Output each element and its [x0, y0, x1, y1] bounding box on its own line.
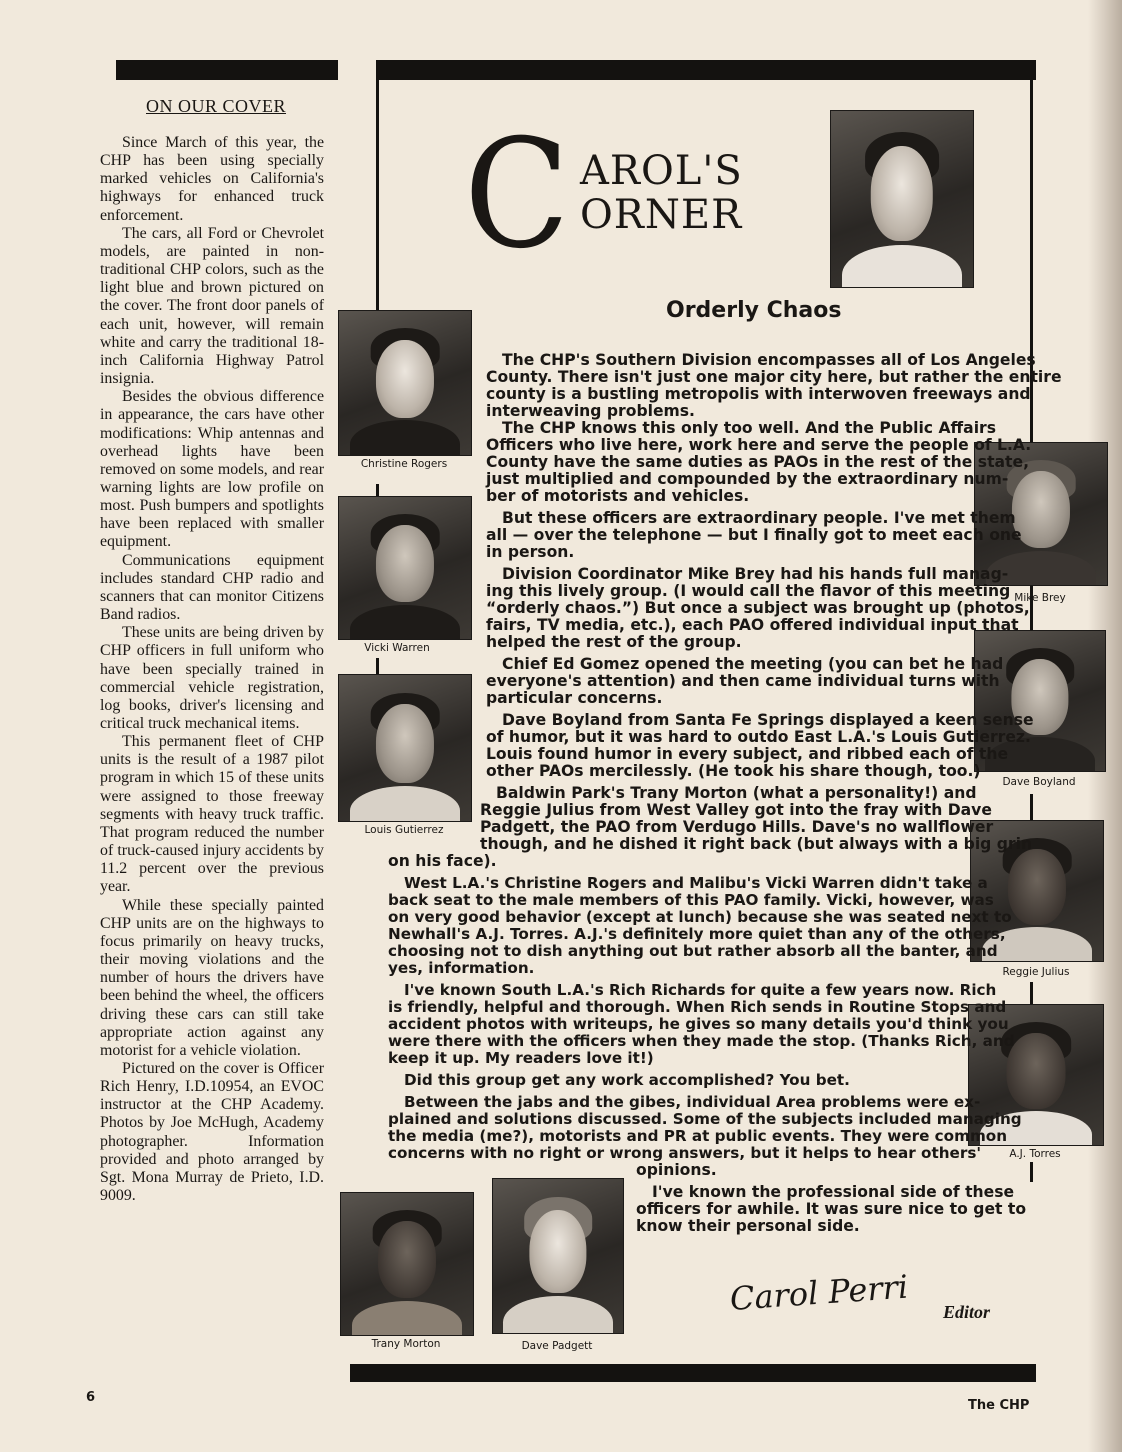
publication-name: The CHP [968, 1398, 1030, 1413]
article-line: county is a bustling metropolis with interwoven freeways and [486, 385, 1031, 403]
article-line: opinions. [636, 1161, 717, 1179]
photo-connector-rule-4 [1030, 1162, 1033, 1182]
article-line: back seat to the male members of this PAO family. Vicki, however, was [388, 891, 994, 909]
article-line: of humor, but it was hard to outdo East L.A.'s Louis Gutierrez. [486, 728, 1031, 746]
article-line: West L.A.'s Christine Rogers and Malibu's Vicki Warren didn't take a [404, 874, 988, 892]
main-frame-left-rule [376, 60, 379, 310]
editor-signature: Carol Perri [728, 1267, 910, 1318]
article-line: Padgett, the PAO from Verdugo Hills. Dave's no wallflower [480, 818, 994, 836]
main-frame-top-rule [376, 60, 1036, 80]
article-line: I've known South L.A.'s Rich Richards for quite a few years now. Rich [404, 981, 997, 999]
article-line: accident photos with writeups, he gives so many details you'd think you [388, 1015, 1009, 1033]
article-line: “orderly chaos.”) But once a subject was brought up (photos, [486, 599, 1030, 617]
carol-perri-portrait [830, 110, 974, 288]
article-line: Newhall's A.J. Torres. A.J.'s definitely more quiet than any of the others, [388, 925, 1006, 943]
article-line: in person. [486, 543, 575, 561]
photo-vicki-warren [338, 496, 472, 640]
article-line: Louis found humor in every subject, and ribbed each of the [486, 745, 1009, 763]
photo-louis-gutierrez [338, 674, 472, 822]
photo-connector-rule-2 [1030, 794, 1033, 820]
article-line: all — over the telephone — but I finally got to meet each one [486, 526, 1022, 544]
title-initial-c: C [464, 108, 570, 282]
title-line-1: AROL'S [580, 148, 743, 194]
portrait-shoulders [842, 245, 961, 288]
article-line: is friendly, helpful and thorough. When Rich sends in Routine Stops and [388, 998, 1007, 1016]
caption-reggie-julius: Reggie Julius [1002, 966, 1070, 978]
article-line: choosing not to dish anything out but rather absorb all the banter, and [388, 942, 998, 960]
article-line: Officers who live here, work here and serve the people of L.A. [486, 436, 1032, 454]
cover-paragraph: This permanent fleet of CHP units is the result of a 1987 pilot program in which 15 of these units were assigned to those freeway segments with heavy truck traffic. That program reduced the number of truck-caused injury accidents by 11.2 percent over the previous year. [100, 733, 324, 896]
article-line: The CHP knows this only too well. And the Public Affairs [502, 419, 997, 437]
article-line: I've known the professional side of these [652, 1183, 1015, 1201]
article-line: yes, information. [388, 959, 535, 977]
cover-paragraph: The cars, all Ford or Chevrolet models, are painted in non-traditional CHP colors, such as the light blue and brown pictured on the cover. The front door panels of each unit, however, will remain white and carry the traditional 18-inch California Highway Patrol insignia. [100, 224, 324, 388]
article-line: fairs, TV media, etc.), each PAO offered individual input that [486, 616, 1019, 634]
article-line: other PAOs mercilessly. (He took his share though, too.) [486, 762, 981, 780]
article-line: everyone's attention) and then came individual turns with [486, 672, 1000, 690]
article-line: County. There isn't just one major city here, but rather the entire [486, 368, 1062, 386]
article-line: on very good behavior (except at lunch) because she was seated next to [388, 908, 1012, 926]
cover-paragraph: These units are being driven by CHP officers in full uniform who have been specially trained in commercial vehicle registration, log books, driver's licensing and critical truck mechanical items. [100, 624, 324, 732]
cover-paragraph: Besides the obvious difference in appearance, the cars have other modifications: Whip antennas and overhead lights have been removed on some models, and rear warning lights are low profile on most. Push bumpers and spotlights have been replaced with smaller equipment. [100, 388, 324, 551]
article-line: on his face). [388, 852, 497, 870]
photo-connector-rule-3 [1030, 982, 1033, 1004]
article-line: ing this lively group. (I would call the flavor of this meeting [486, 582, 1011, 600]
article-line: Reggie Julius from West Valley got into the fray with Dave [480, 801, 992, 819]
page-number: 6 [86, 1390, 96, 1405]
article-line: know their personal side. [636, 1217, 860, 1235]
article-line: Between the jabs and the gibes, individual Area problems were ex- [404, 1093, 981, 1111]
article-line: concerns with no right or wrong answers, but it helps to hear others' [388, 1144, 982, 1162]
article-line: plained and solutions discussed. Some of the subjects included managing [388, 1110, 1022, 1128]
article-line: though, and he dished it right back (but always with a big grin [480, 835, 1033, 853]
left-photo-rule-2 [376, 658, 379, 674]
caption-christine-rogers: Christine Rogers [360, 458, 448, 470]
caption-dave-padgett: Dave Padgett [521, 1340, 593, 1352]
article-line: But these officers are extraordinary people. I've met them [502, 509, 1016, 527]
caption-trany-morton: Trany Morton [371, 1338, 441, 1350]
article-line: The CHP's Southern Division encompasses all of Los Angeles [502, 351, 1036, 369]
editor-label: Editor [943, 1302, 991, 1322]
article-line: helped the rest of the group. [486, 633, 742, 651]
article-line: Baldwin Park's Trany Morton (what a personality!) and [496, 784, 977, 802]
caption-aj-torres: A.J. Torres [1009, 1148, 1061, 1160]
article-line: interweaving problems. [486, 402, 695, 420]
main-frame-bottom-rule [350, 1364, 1036, 1382]
caption-mike-brey: Mike Brey [1014, 592, 1066, 604]
portrait-face [871, 146, 933, 241]
left-column-top-rule [116, 60, 338, 80]
cover-story-text [100, 134, 324, 1205]
cover-paragraph: Pictured on the cover is Officer Rich Henry, I.D.10954, an EVOC instructor at the CHP Academy. Photos by Joe McHugh, Academy photographer. Information provided and photo arranged by Sgt. Mona Murray de Prieto, I.D. 9009. [100, 1059, 324, 1205]
article-line: were there with the officers when they made the stop. (Thanks Rich, and [388, 1032, 1015, 1050]
photo-trany-morton [340, 1192, 474, 1336]
photo-dave-padgett [492, 1178, 624, 1334]
caption-dave-boyland: Dave Boyland [1002, 776, 1076, 788]
title-line-2: ORNER [580, 192, 743, 238]
photo-connector-rule-1 [1030, 584, 1033, 630]
cover-paragraph: Communications equipment includes standard CHP radio and scanners that can monitor Citizens Band radios. [100, 551, 324, 624]
article-headline: Orderly Chaos [666, 298, 842, 323]
article-line: ber of motorists and vehicles. [486, 487, 750, 505]
article-line: particular concerns. [486, 689, 663, 707]
article-line: Dave Boyland from Santa Fe Springs displayed a keen sense [502, 711, 1034, 729]
photo-christine-rogers [338, 310, 472, 456]
article-line: just multiplied and compounded by the extraordinary num- [486, 470, 1009, 488]
article-line: keep it up. My readers love it!) [388, 1049, 654, 1067]
article-line: Did this group get any work accomplished? You bet. [404, 1071, 850, 1089]
article-line: County have the same duties as PAOs in the rest of the state, [486, 453, 1030, 471]
article-line: Division Coordinator Mike Brey had his hands full manag- [502, 565, 1009, 583]
cover-heading: ON OUR COVER [146, 96, 287, 116]
caption-louis-gutierrez: Louis Gutierrez [364, 824, 444, 836]
cover-paragraph: While these specially painted CHP units are on the highways to focus primarily on heavy trucks, their moving violations and the number of hours the drivers have been behind the wheel, the officers driving these cars can still take appropriate action against any motorist for a vehicle violation. [100, 896, 324, 1059]
article-line: officers for awhile. It was sure nice to get to [636, 1200, 1027, 1218]
cover-paragraph: Since March of this year, the CHP has been using specially marked vehicles on California's highways for enhanced truck enforcement. [100, 134, 324, 224]
caption-vicki-warren: Vicki Warren [364, 642, 430, 654]
left-photo-rule-1 [376, 484, 379, 496]
article-line: Chief Ed Gomez opened the meeting (you can bet he had [502, 655, 1004, 673]
article-line: the media (me?), motorists and PR at public events. They were common [388, 1127, 1008, 1145]
